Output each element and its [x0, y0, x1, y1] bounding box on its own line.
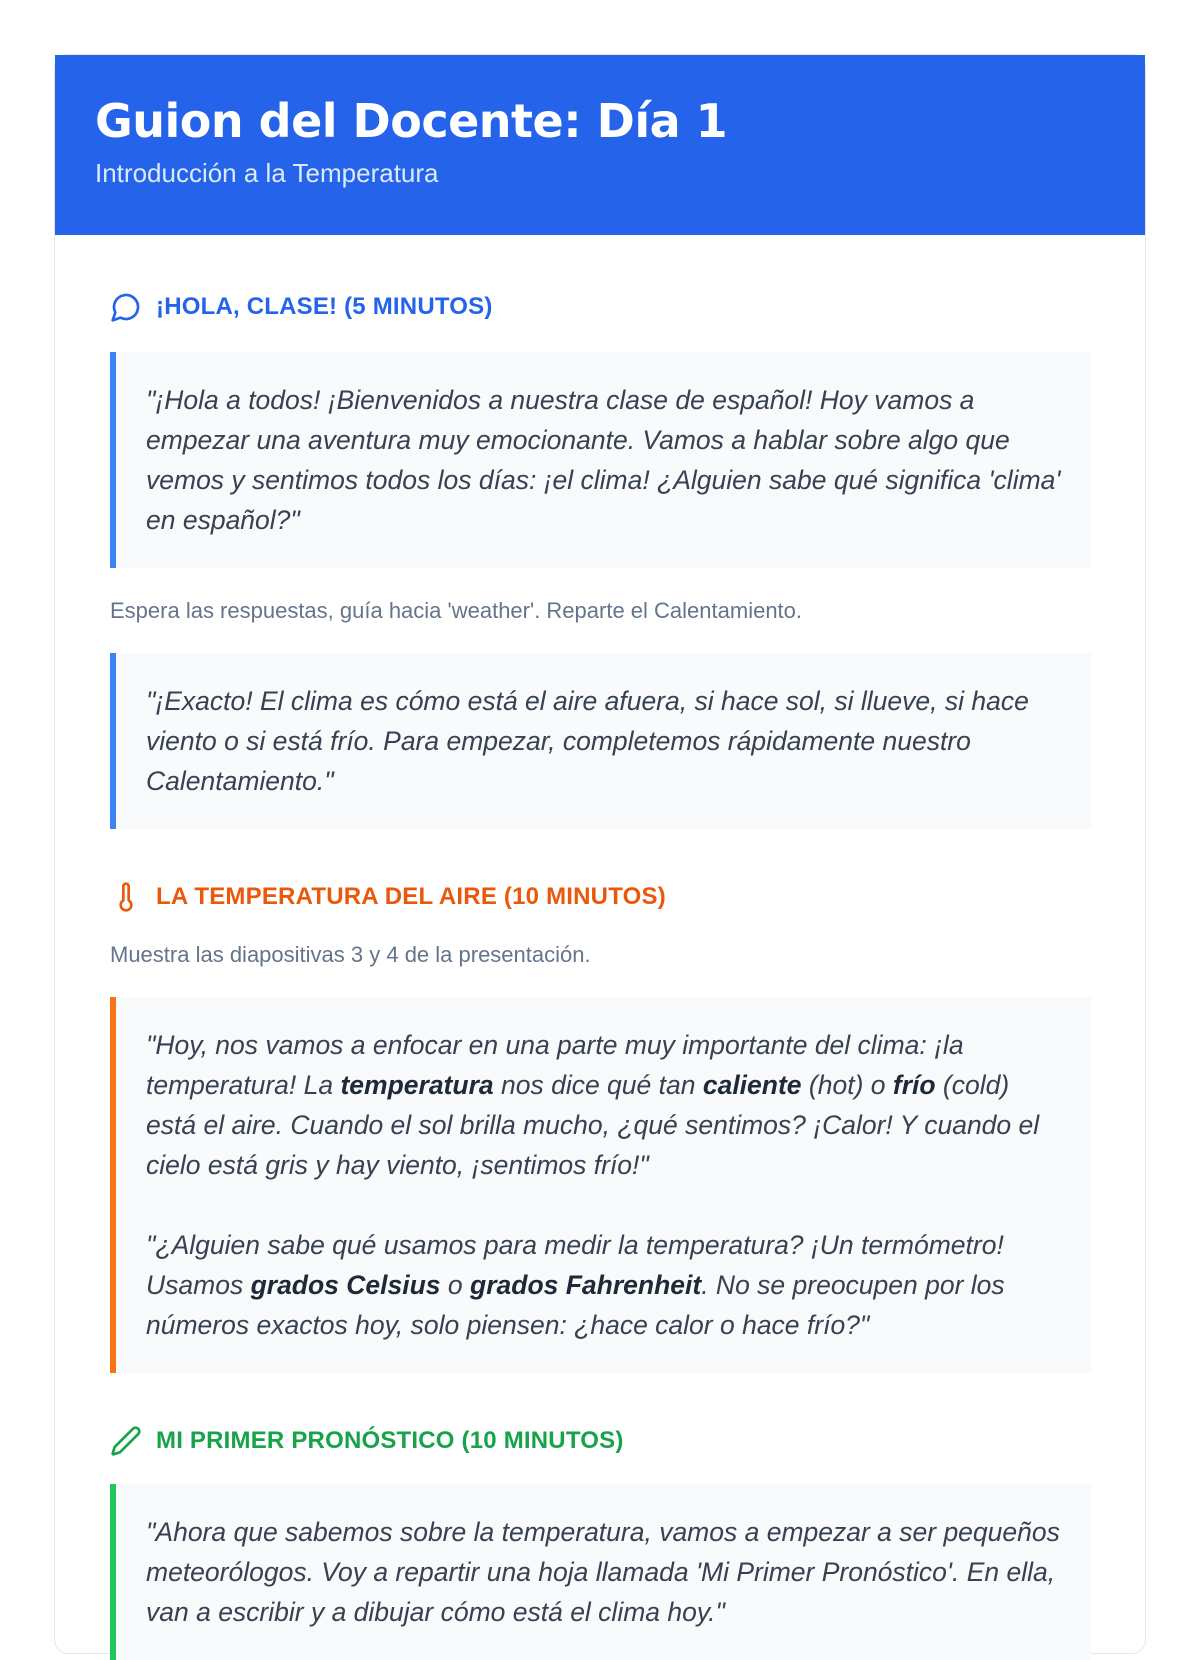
- quote-bold-term: grados Celsius: [250, 1270, 441, 1300]
- quote-text: "¡Exacto! El clima es cómo está el aire afuera, si hace sol, si llueve, si hace viento o si está frío. Para empezar, completemos rápidamente nuestro Calentamiento.": [146, 686, 1029, 796]
- quote-bold-term: caliente: [702, 1070, 802, 1100]
- teacher-quote: [110, 653, 1091, 829]
- teacher-quote: [110, 352, 1091, 568]
- speech-bubble-icon: [110, 291, 142, 323]
- quote-bold-term: frío: [892, 1070, 936, 1100]
- section-heading-greeting: [110, 291, 1091, 323]
- quote-text: [146, 1025, 1063, 1185]
- card-body: [55, 235, 1145, 1660]
- quote-text-part: o: [440, 1270, 471, 1300]
- teacher-note: Muestra las diapositivas 3 y 4 de la presentación.: [110, 942, 591, 967]
- page-subtitle: Introducción a la Temperatura: [95, 158, 439, 188]
- teacher-quote: [110, 997, 1091, 1373]
- page-title: Guion del Docente: Día 1: [95, 94, 728, 148]
- teacher-note: Espera las respuestas, guía hacia 'weather'. Reparte el Calentamiento.: [110, 598, 803, 623]
- quote-text-part: . No se preocupen por los números exactos hoy, solo piensen: ¿hace calor o hace frío?": [146, 1270, 1005, 1340]
- script-card: [54, 54, 1146, 1654]
- section-heading-label: LA TEMPERATURA DEL AIRE (10 MINUTOS): [156, 883, 666, 910]
- section-heading-label: MI PRIMER PRONÓSTICO (10 MINUTOS): [156, 1427, 624, 1454]
- teacher-quote: [110, 1484, 1091, 1660]
- section-heading-label: ¡HOLA, CLASE! (5 MINUTOS): [156, 293, 493, 320]
- quote-bold-term: temperatura: [340, 1070, 494, 1100]
- quote-text: "Ahora que sabemos sobre la temperatura, vamos a empezar a ser pequeños meteorólogos. Voy a repartir una hoja llamada 'Mi Primer Pronóstico'. En ella, van a escribir y a dibujar cómo está el clima hoy.": [146, 1517, 1060, 1627]
- quote-text-part: (cold) está el aire. Cuando el sol brilla mucho, ¿qué sentimos? ¡Calor! Y cuando el cielo está gris y hay viento, ¡sentimos frío!": [146, 1070, 1040, 1180]
- pencil-icon: [110, 1425, 142, 1457]
- quote-bold-term: grados Fahrenheit: [470, 1270, 702, 1300]
- quote-text-part: "Hoy, nos vamos a enfocar en una parte muy importante del clima: ¡la temperatura! La: [146, 1030, 964, 1100]
- section-heading-forecast: [110, 1425, 1091, 1457]
- thermometer-icon: [110, 881, 142, 913]
- quote-text: "¡Hola a todos! ¡Bienvenidos a nuestra clase de español! Hoy vamos a empezar una aventura muy emocionante. Vamos a hablar sobre algo que vemos y sentimos todos los días: ¡el clima! ¿Alguien sabe qué significa 'clima' en español?": [146, 385, 1061, 535]
- quote-text-part: nos dice qué tan: [493, 1070, 703, 1100]
- section-heading-temperature: [110, 881, 1091, 913]
- quote-text-part: (hot) o: [801, 1070, 893, 1100]
- card-header: [55, 55, 1145, 235]
- quote-text-part: "¿Alguien sabe qué usamos para medir la temperatura? ¡Un termómetro! Usamos: [146, 1230, 1004, 1300]
- quote-text: [146, 1225, 1063, 1345]
